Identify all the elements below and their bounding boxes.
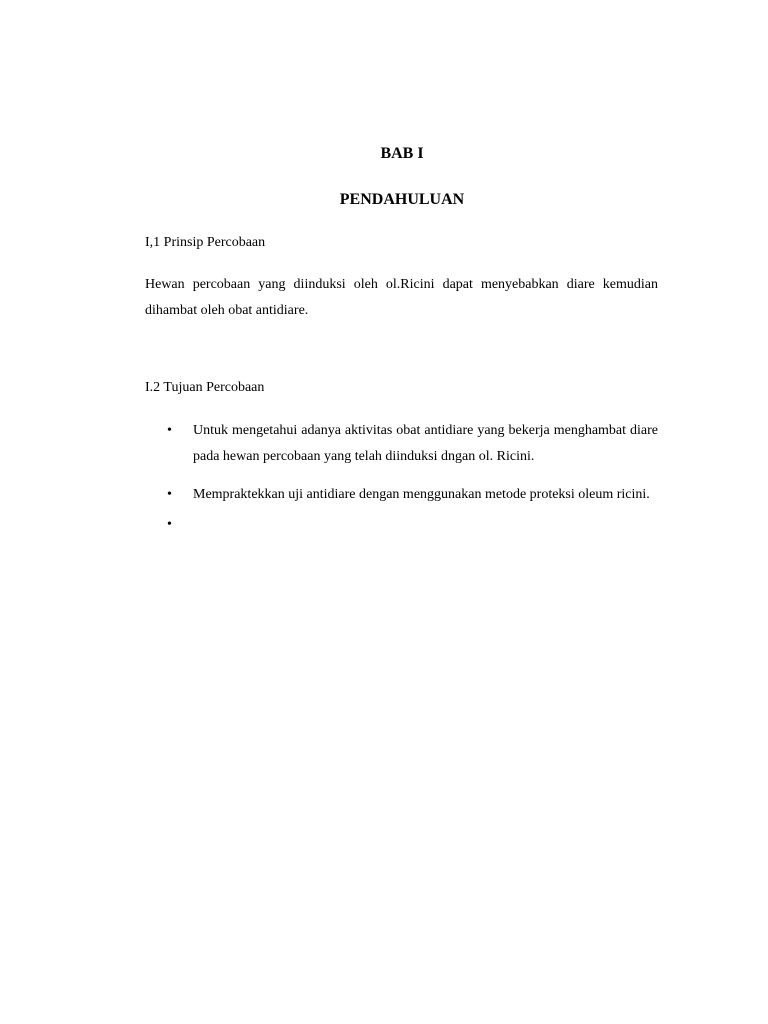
list-item-text: Untuk mengetahui adanya aktivitas obat antidiare yang bekerja menghambat diare pada hewan percobaan yang telah diinduksi dngan ol. Ricini.	[193, 423, 658, 464]
list-item	[145, 418, 658, 470]
section-title-prinsip: I,1 Prinsip Percobaan	[145, 235, 266, 250]
list-item	[145, 512, 658, 538]
list-item	[145, 482, 658, 508]
bullet-icon: •	[167, 423, 172, 438]
list-item-text: Mempraktekkan uji antidiare dengan menggunakan metode proteksi oleum ricini.	[193, 487, 650, 502]
section-paragraph-prinsip: Hewan percobaan yang diinduksi oleh ol.Ricini dapat menyebabkan diare kemudian dihambat oleh obat antidiare.	[145, 277, 658, 318]
chapter-number: BAB I	[380, 145, 424, 162]
section-title-tujuan: I.2 Tujuan Percobaan	[145, 380, 265, 395]
chapter-title: PENDAHULUAN	[339, 191, 465, 208]
tujuan-list	[145, 418, 658, 550]
bullet-icon: •	[167, 517, 172, 532]
bullet-icon: •	[167, 487, 172, 502]
